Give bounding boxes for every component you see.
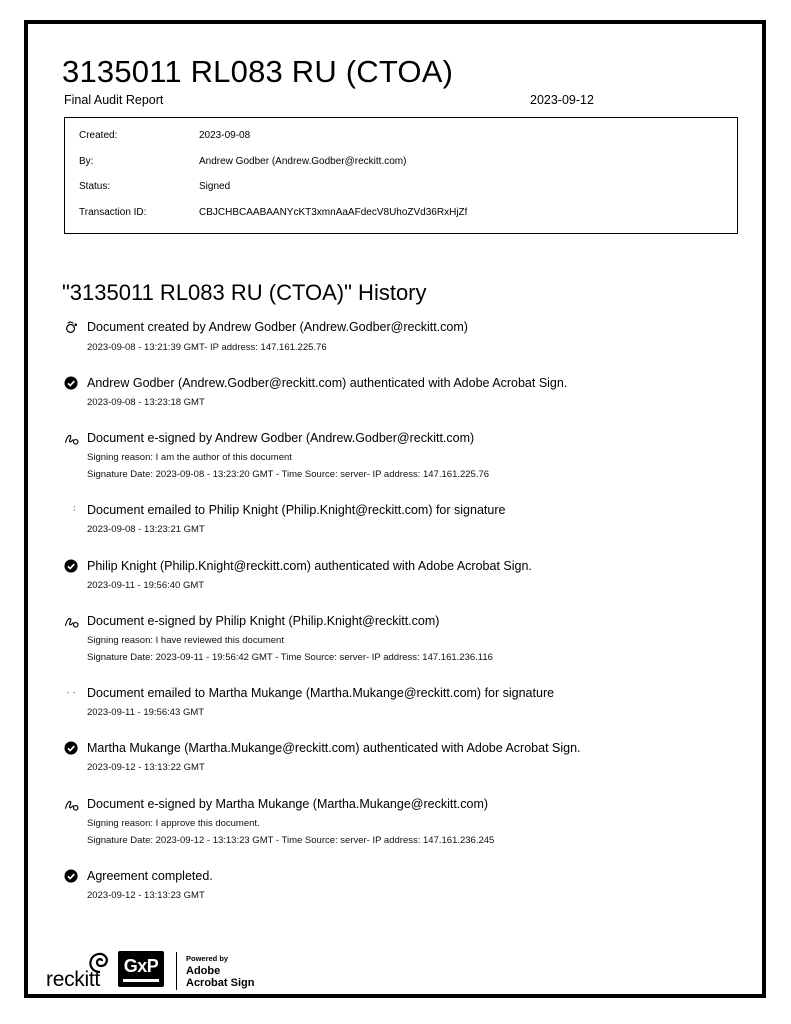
summary-label: Created: bbox=[79, 130, 118, 141]
e-sign-icon bbox=[64, 797, 79, 812]
summary-value: Signed bbox=[199, 181, 231, 192]
document-created-icon bbox=[64, 320, 79, 335]
reckitt-logo: reckitt bbox=[46, 968, 100, 991]
email-icon bbox=[64, 503, 79, 518]
event-detail: Signing reason: I have reviewed this document bbox=[87, 635, 284, 646]
check-circle-icon bbox=[64, 741, 79, 756]
event-detail: 2023-09-11 - 19:56:43 GMT bbox=[87, 707, 205, 718]
summary-value: 2023-09-08 bbox=[199, 130, 251, 141]
footer-divider bbox=[176, 952, 177, 990]
gxp-stripe bbox=[123, 979, 159, 982]
event-text: Document created by Andrew Godber (Andrew.Godber@reckitt.com) bbox=[87, 320, 468, 334]
event-detail: 2023-09-11 - 19:56:40 GMT bbox=[87, 580, 205, 591]
check-circle-icon bbox=[64, 376, 79, 391]
summary-row-created bbox=[65, 130, 737, 144]
report-date: 2023-09-12 bbox=[530, 93, 594, 107]
summary-row-status bbox=[65, 181, 737, 195]
gxp-logo bbox=[118, 951, 164, 987]
summary-label: By: bbox=[79, 156, 94, 167]
event-text: Document emailed to Martha Mukange (Martha.Mukange@reckitt.com) for signature bbox=[87, 686, 555, 700]
event-text: Document e-signed by Andrew Godber (Andrew.Godber@reckitt.com) bbox=[87, 431, 475, 445]
summary-label: Transaction ID: bbox=[79, 207, 147, 218]
powered-by-label: Powered by bbox=[186, 954, 229, 963]
document-title: 3135011 RL083 RU (CTOA) bbox=[62, 54, 454, 89]
summary-box bbox=[64, 117, 738, 234]
report-subtitle: Final Audit Report bbox=[64, 93, 164, 107]
event-text: Document e-signed by Philip Knight (Philip.Knight@reckitt.com) bbox=[87, 614, 440, 628]
event-text: Document e-signed by Martha Mukange (Martha.Mukange@reckitt.com) bbox=[87, 797, 489, 811]
event-detail: Signature Date: 2023-09-12 - 13:13:23 GMT - Time Source: server- IP address: 147.161.236.245 bbox=[87, 835, 495, 846]
gxp-logo-text: GxP bbox=[123, 956, 159, 976]
e-sign-icon bbox=[64, 614, 79, 629]
email-icon bbox=[64, 686, 79, 701]
event-detail: 2023-09-12 - 13:13:22 GMT bbox=[87, 762, 205, 773]
event-detail: 2023-09-08 - 13:23:18 GMT bbox=[87, 397, 205, 408]
summary-row-transaction-id bbox=[65, 207, 737, 221]
check-circle-icon bbox=[64, 559, 79, 574]
event-detail: 2023-09-08 - 13:23:21 GMT bbox=[87, 524, 205, 535]
event-detail: 2023-09-08 - 13:21:39 GMT- IP address: 147.161.225.76 bbox=[87, 342, 327, 353]
history-title: "3135011 RL083 RU (CTOA)" History bbox=[62, 280, 427, 305]
event-text: Philip Knight (Philip.Knight@reckitt.com) authenticated with Adobe Acrobat Sign. bbox=[87, 559, 532, 573]
event-detail: Signing reason: I approve this document. bbox=[87, 818, 260, 829]
event-detail: Signature Date: 2023-09-11 - 19:56:42 GMT - Time Source: server- IP address: 147.161.236.116 bbox=[87, 652, 493, 663]
summary-row-by bbox=[65, 156, 737, 170]
adobe-label: Adobe bbox=[186, 965, 221, 977]
event-detail: Signing reason: I am the author of this document bbox=[87, 452, 292, 463]
event-detail: 2023-09-12 - 13:13:23 GMT bbox=[87, 890, 205, 901]
summary-label: Status: bbox=[79, 181, 111, 192]
e-sign-icon bbox=[64, 431, 79, 446]
acrobat-sign-label: Acrobat Sign bbox=[186, 977, 255, 989]
event-text: Andrew Godber (Andrew.Godber@reckitt.com) authenticated with Adobe Acrobat Sign. bbox=[87, 376, 568, 390]
event-detail: Signature Date: 2023-09-08 - 13:23:20 GMT - Time Source: server- IP address: 147.161.225.76 bbox=[87, 469, 490, 480]
transaction-id-value: CBJCHBCAABAANYcKT3xmnAaAFdecV8UhoZVd36RxHjZf bbox=[199, 207, 468, 218]
event-text: Document emailed to Philip Knight (Philip.Knight@reckitt.com) for signature bbox=[87, 503, 506, 517]
event-text: Martha Mukange (Martha.Mukange@reckitt.com) authenticated with Adobe Acrobat Sign. bbox=[87, 741, 581, 755]
event-text: Agreement completed. bbox=[87, 869, 213, 883]
footer-logos bbox=[44, 946, 304, 994]
summary-value: Andrew Godber (Andrew.Godber@reckitt.com) bbox=[199, 156, 407, 167]
check-circle-icon bbox=[64, 869, 79, 884]
